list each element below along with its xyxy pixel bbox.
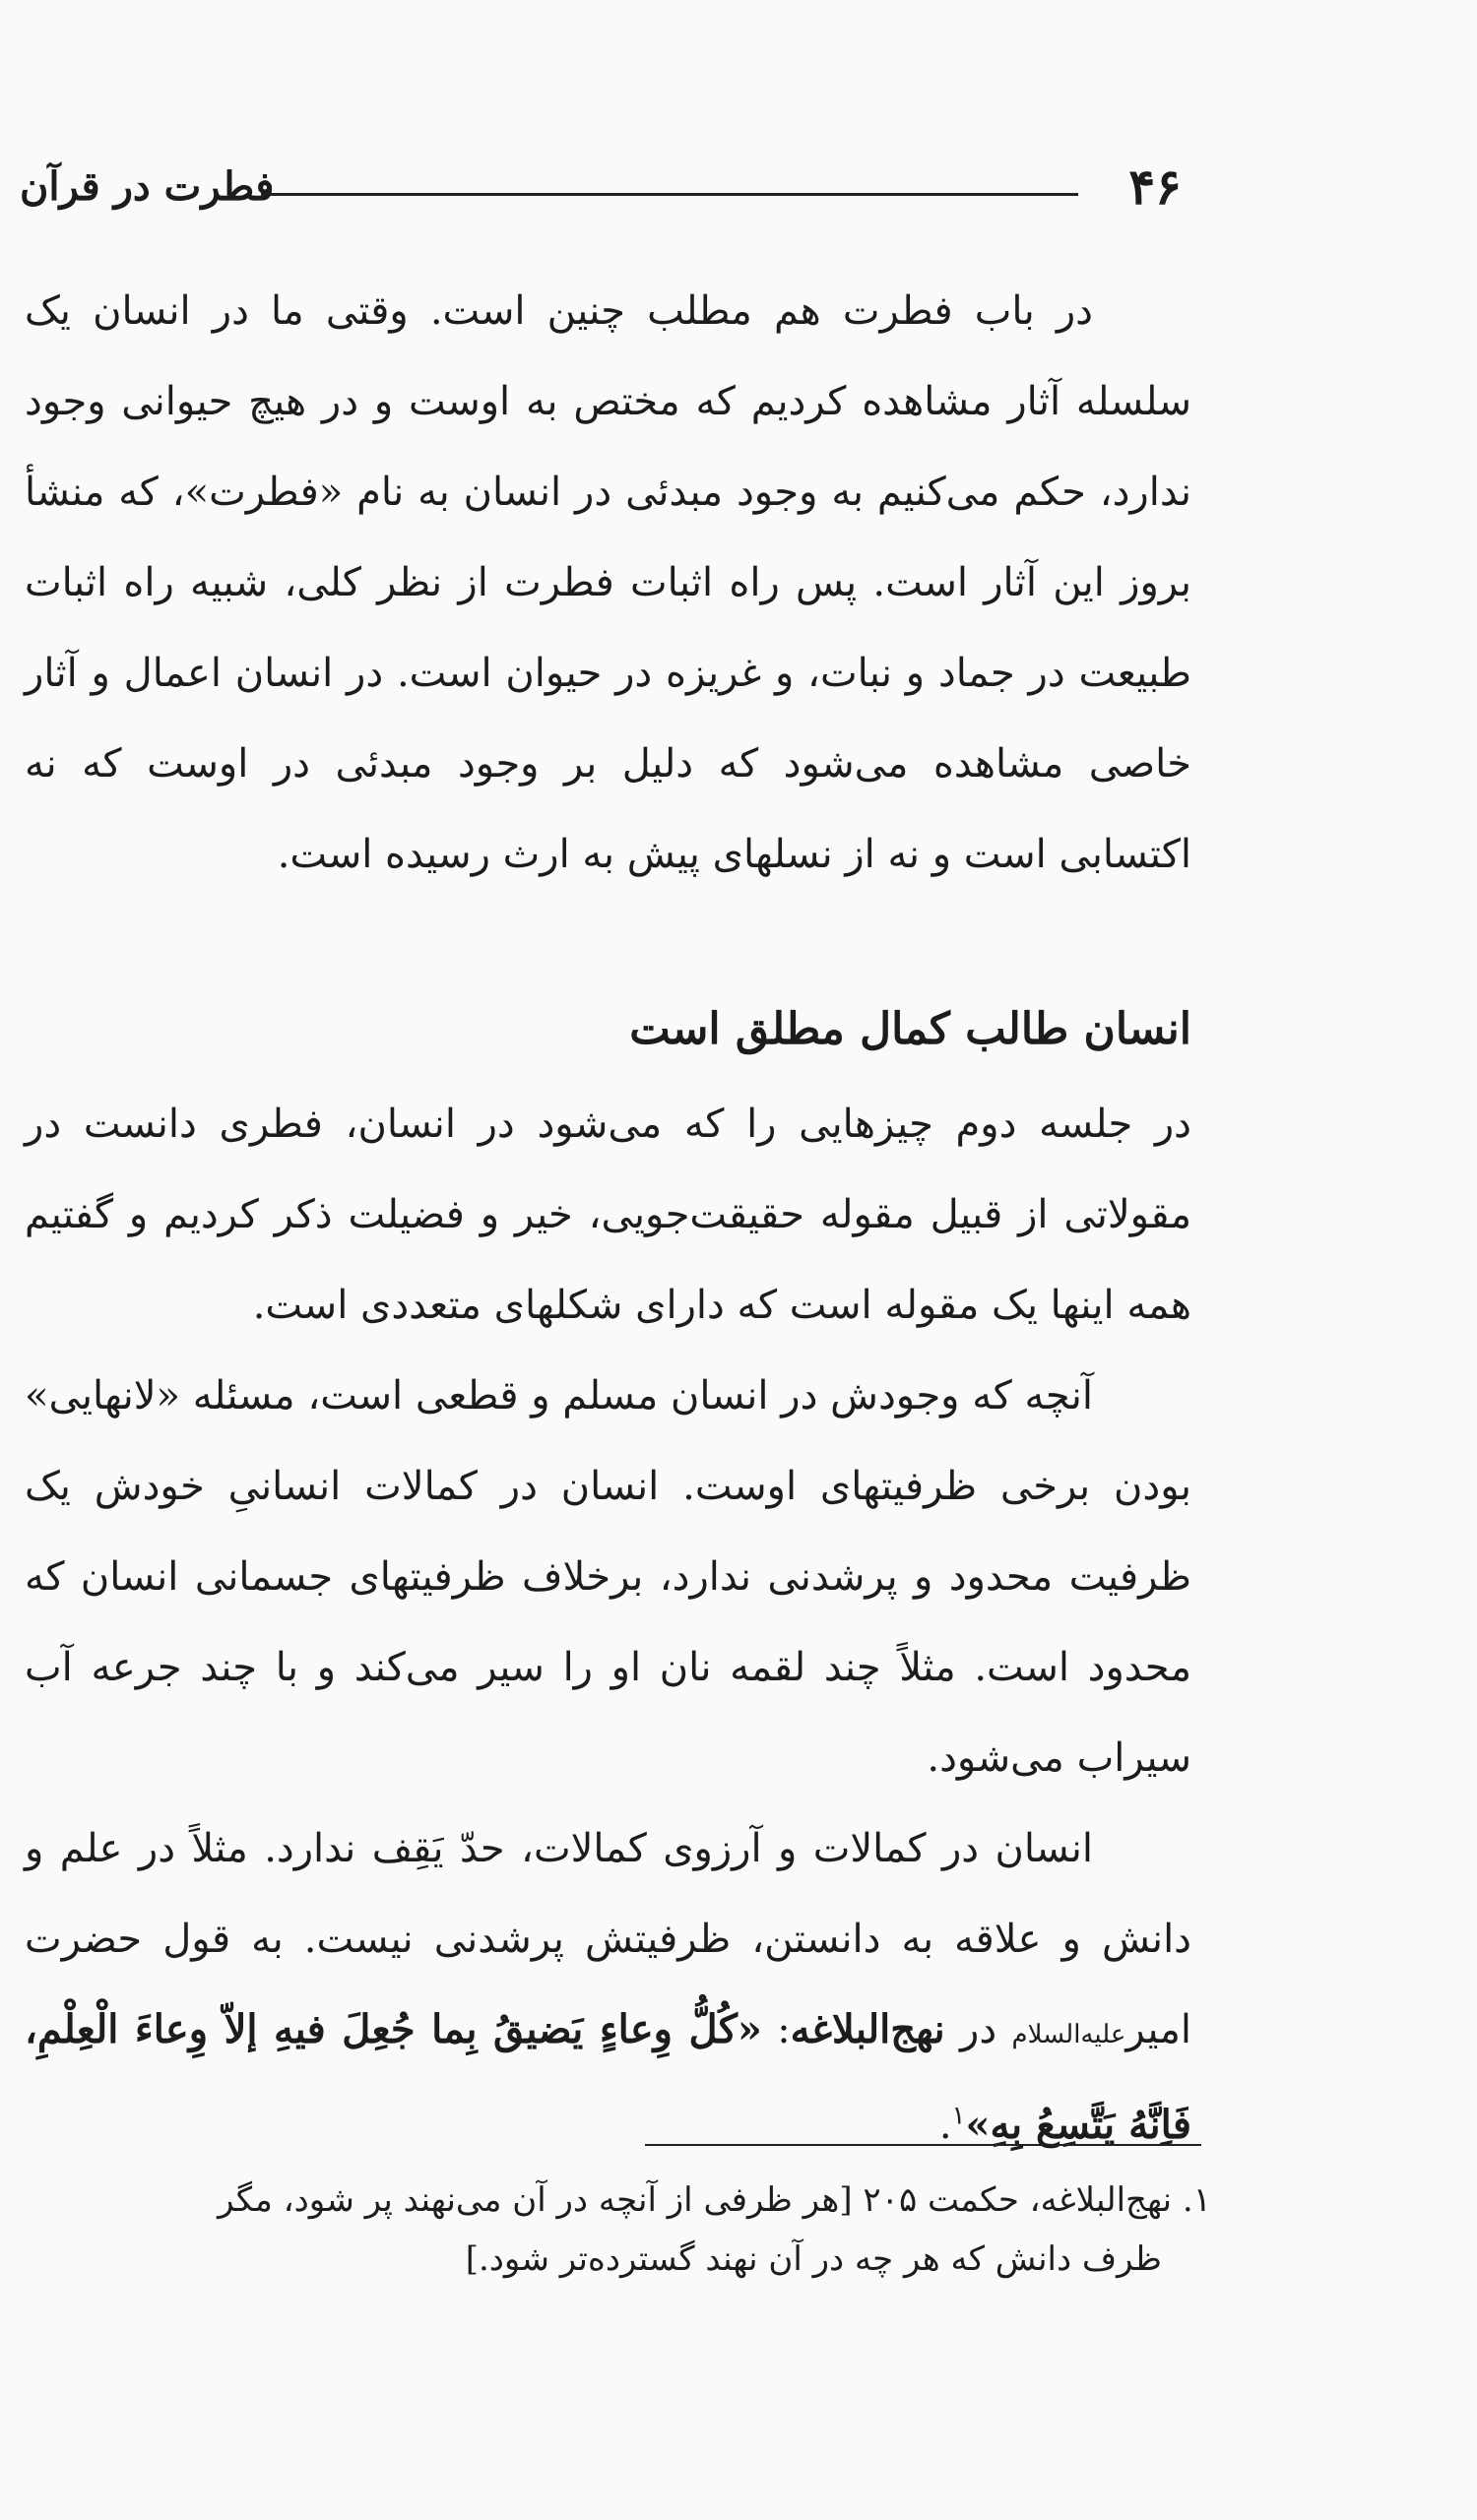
- paragraph-knowledge: انسان در کمالات و آرزوی کمالات، حدّ یَقِف ندارد. مثلاً در علم و دانش و علاقه به دانستن، ظرفیتش پرشدنی نیست. به قول حضرت امیرعلیه‌السلام در نهج‌البلاغه: «کُلُّ وِعاءٍ یَضیقُ بِما جُعِلَ فیهِ إلاّ وِعاءَ الْعِلْمِ، فَاِنَّهُ یَتَّسِعُ بِهِ»$^۱$.: [25, 1826, 1192, 2148]
- header-rule: [261, 193, 1078, 196]
- footnote-marker: ۱: [951, 2101, 966, 2131]
- footnote-rule: [645, 2144, 1201, 2146]
- in-word: در: [960, 2007, 997, 2052]
- paragraph-fitrat-proof: در باب فطرت هم مطلب چنین است. وقتی ما در انسان یک سلسله آثار مشاهده کردیم که مختص به اوست و در هیچ حیوانی وجود ندارد، حکم می‌کنیم به وجود مبدئی در انسان به نام «فطرت»، که منشأ بروز این آثار است. پس راه اثبات فطرت از نظر کلی، شبیه راه اثبات طبیعت در جماد و نبات، و غریزه در حیوان است. در انسان اعمال و آثار خاصی مشاهده می‌شود که دلیل بر وجود مبدئی در اوست که نه اکتسابی است و نه از نسلهای پیش به ارث رسیده است.: [25, 288, 1192, 877]
- footnote-line-2: ظرف دانش که هر چه در آن نهند گسترده‌تر شود.]: [465, 2239, 1162, 2279]
- section-heading: انسان طالب کمال مطلق است: [629, 1004, 1191, 1054]
- paragraph-second-session: در جلسه دوم چیزهایی را که می‌شود در انسان، فطری دانست در مقولاتی از قبیل مقوله حقیقت‌جویی، خیر و فضیلت ذکر کردیم و گفتیم همه اینها یک مقوله است که دارای شکلهای متعددی است.: [25, 1102, 1191, 1328]
- page-header: [20, 158, 1182, 217]
- final-period: .: [938, 2103, 952, 2148]
- reference-book: نهج‌البلاغه: [790, 2006, 945, 2052]
- paragraph-infinite-capacity: آنچه که وجودش در انسان مسلم و قطعی است، مسئله «لانهایی» بودن برخی ظرفیتهای اوست. انسان در کمالات انسانیِ خودش یک ظرفیت محدود و پرشدنی ندارد، برخلاف ظرفیتهای جسمانی انسان که محدود است. مثلاً چند لقمه نان او را سیر می‌کند و با چند جرعه آب سیراب می‌شود.: [25, 1373, 1191, 1781]
- footnote-text-1: ، حکمت ۲۰۵ [هر ظرفی از آنچه در آن می‌نهند پر شود، مگر: [218, 2180, 1041, 2220]
- running-title: فطرت در قرآن: [20, 163, 275, 210]
- footnote-number: ۱.: [1182, 2180, 1211, 2220]
- footnote: [54, 2171, 1211, 2289]
- paragraph-intro-text: انسان در کمالات و آرزوی کمالات، حدّ یَقِف ندارد. مثلاً در علم و دانش و علاقه به دانستن، ظرفیتش پرشدنی نیست. به قول حضرت امیر: [25, 1826, 1192, 2052]
- footnote-line-1: [54, 2171, 1211, 2230]
- body-text: [25, 266, 1191, 2171]
- footnote-book: نهج‌البلاغه: [1040, 2180, 1173, 2220]
- arabic-quote: «کُلُّ وِعاءٍ یَضیقُ بِما جُعِلَ فیهِ إلاّ وِعاءَ الْعِلْمِ، فَاِنَّهُ یَتَّسِعُ بِهِ»: [25, 2006, 1191, 2148]
- honorific-mark: علیه‌السلام: [1011, 2020, 1126, 2049]
- page-number: ۴۶: [1128, 158, 1182, 216]
